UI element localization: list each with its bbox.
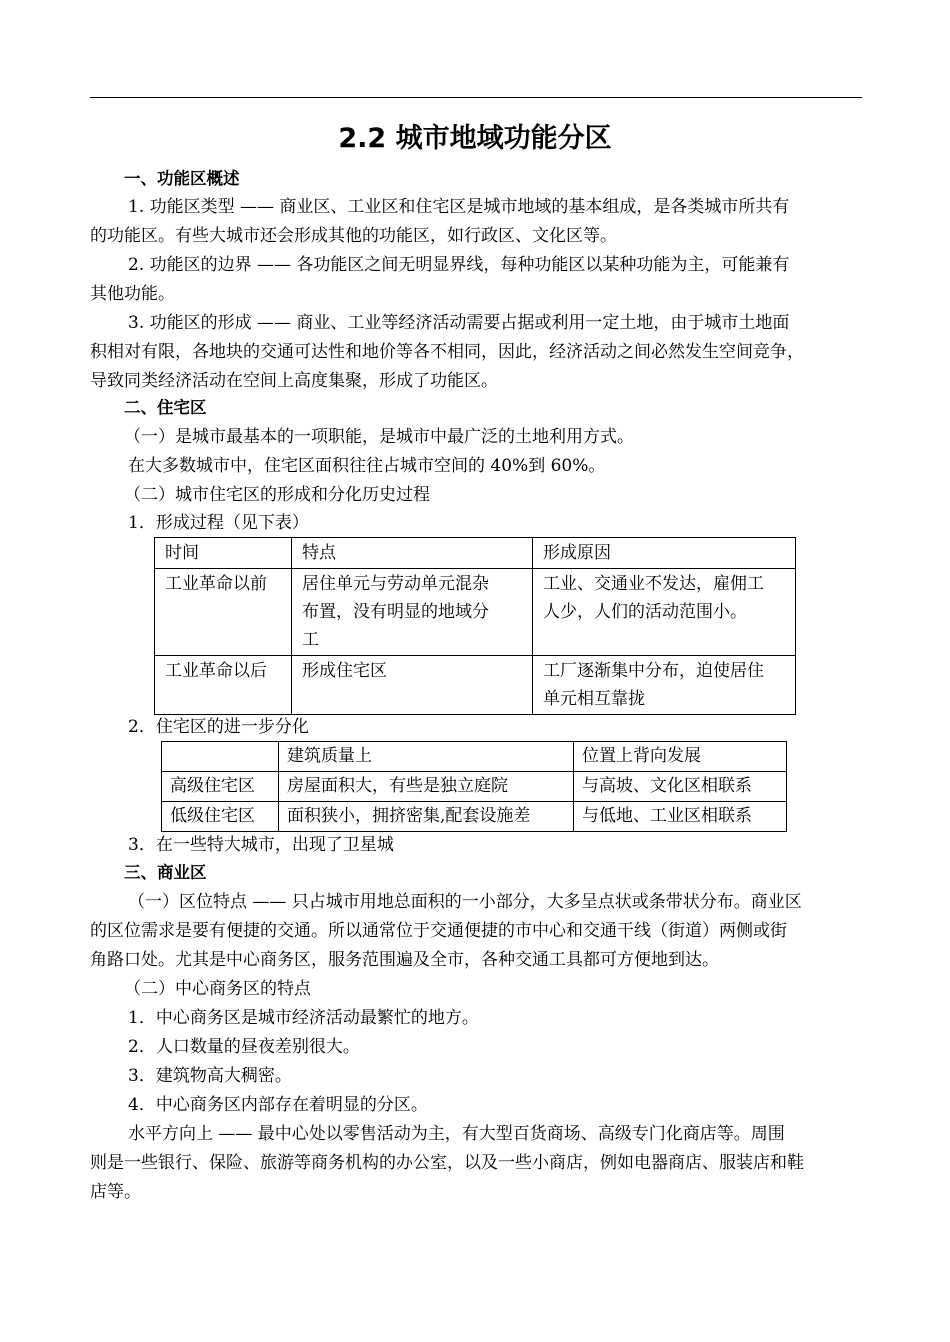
cell-line: 形成住宅区: [302, 661, 387, 681]
table-row: [155, 569, 796, 656]
paragraph-line: 1．形成过程（见下表）: [128, 513, 309, 533]
paragraph-line: 4．中心商务区内部存在着明显的分区。: [128, 1095, 428, 1115]
table-header-cell: 时间: [155, 538, 292, 569]
cell-line: 单元相互靠拢: [543, 689, 645, 709]
table-header-cell: 位置上背向发展: [574, 742, 787, 772]
table-cell: [533, 569, 796, 656]
paragraph-line: （二）城市住宅区的形成和分化历史过程: [124, 485, 430, 505]
section-heading: 二、住宅区: [124, 398, 207, 417]
paragraph-line: 在大多数城市中，住宅区面积往往占城市空间的 40%到 60%。: [128, 456, 606, 476]
table-row: [162, 772, 787, 802]
table-row: [162, 802, 787, 832]
table-cell: 与低地、工业区相联系: [574, 802, 787, 832]
table-cell: 面积狭小，拥挤密集,配套设施差: [279, 802, 574, 832]
paragraph-line: 3．建筑物高大稠密。: [128, 1066, 292, 1086]
paragraph-line: 1. 功能区类型 —— 商业区、工业区和住宅区是城市地域的基本组成，是各类城市所共有: [128, 197, 790, 217]
cell-line: 居住单元与劳动单元混杂: [302, 574, 489, 594]
paragraph-line: 水平方向上 —— 最中心处以零售活动为主，有大型百货商场、高级专门化商店等。周围: [128, 1124, 785, 1144]
table-cell: [533, 656, 796, 715]
paragraph-line: （一）区位特点 —— 只占城市用地总面积的一小部分，大多呈点状或条带状分布。商业区: [128, 892, 802, 912]
table-cell: 工业革命以前: [155, 569, 292, 656]
paragraph-line: 角路口处。尤其是中心商务区，服务范围遍及全市，各种交通工具都可方便地到达。: [90, 950, 719, 970]
header-rule: [90, 97, 862, 98]
table-header-cell: [162, 742, 279, 772]
table-header-cell: 建筑质量上: [279, 742, 574, 772]
table-header-cell: 形成原因: [533, 538, 796, 569]
paragraph-line: 其他功能。: [90, 284, 175, 304]
section-heading: 三、商业区: [124, 863, 207, 882]
page-title: 2.2 城市地域功能分区: [338, 123, 612, 154]
table-cell: 工业革命以后: [155, 656, 292, 715]
paragraph-line: 积相对有限，各地块的交通可达性和地价等各不相同，因此，经济活动之间必然发生空间竞争，: [90, 342, 804, 362]
table-cell: [292, 656, 533, 715]
differentiation-table: [161, 741, 787, 832]
cell-line: 人少，人们的活动范围小。: [543, 602, 747, 622]
paragraph-line: 导致同类经济活动在空间上高度集聚，形成了功能区。: [90, 371, 498, 391]
paragraph-line: 的区位需求是要有便捷的交通。所以通常位于交通便捷的市中心和交通干线（街道）两侧或街: [90, 921, 787, 941]
table-cell: 房屋面积大，有些是独立庭院: [279, 772, 574, 802]
paragraph-line: 店等。: [90, 1182, 141, 1202]
paragraph-line: （一）是城市最基本的一项职能，是城市中最广泛的土地利用方式。: [124, 427, 634, 447]
paragraph-line: 的功能区。有些大城市还会形成其他的功能区，如行政区、文化区等。: [90, 226, 617, 246]
table-row: [155, 656, 796, 715]
table-cell: 与高坡、文化区相联系: [574, 772, 787, 802]
table-header-cell: 特点: [292, 538, 533, 569]
paragraph-line: （二）中心商务区的特点: [124, 979, 311, 999]
table-cell: 高级住宅区: [162, 772, 279, 802]
table-cell: 低级住宅区: [162, 802, 279, 832]
paragraph-line: 2．住宅区的进一步分化: [128, 717, 309, 737]
paragraph-line: 3．在一些特大城市，出现了卫星城: [128, 835, 394, 855]
cell-line: 工业、交通业不发达，雇佣工: [543, 574, 764, 594]
formation-table: [154, 537, 796, 715]
paragraph-line: 3. 功能区的形成 —— 商业、工业等经济活动需要占据或利用一定土地，由于城市土地面: [128, 313, 790, 333]
paragraph-line: 则是一些银行、保险、旅游等商务机构的办公室，以及一些小商店，例如电器商店、服装店和鞋: [90, 1153, 804, 1173]
table-cell: [292, 569, 533, 656]
paragraph-line: 1．中心商务区是城市经济活动最繁忙的地方。: [128, 1008, 479, 1028]
cell-line: 工: [302, 630, 319, 650]
paragraph-line: 2. 功能区的边界 —— 各功能区之间无明显界线，每种功能区以某种功能为主，可能兼有: [128, 255, 790, 275]
cell-line: 布置，没有明显的地域分: [302, 602, 489, 622]
cell-line: 工厂逐渐集中分布，迫使居住: [543, 661, 764, 681]
table-header-row: [162, 742, 787, 772]
section-heading: 一、功能区概述: [124, 169, 240, 188]
paragraph-line: 2．人口数量的昼夜差别很大。: [128, 1037, 360, 1057]
table-header-row: [155, 538, 796, 569]
